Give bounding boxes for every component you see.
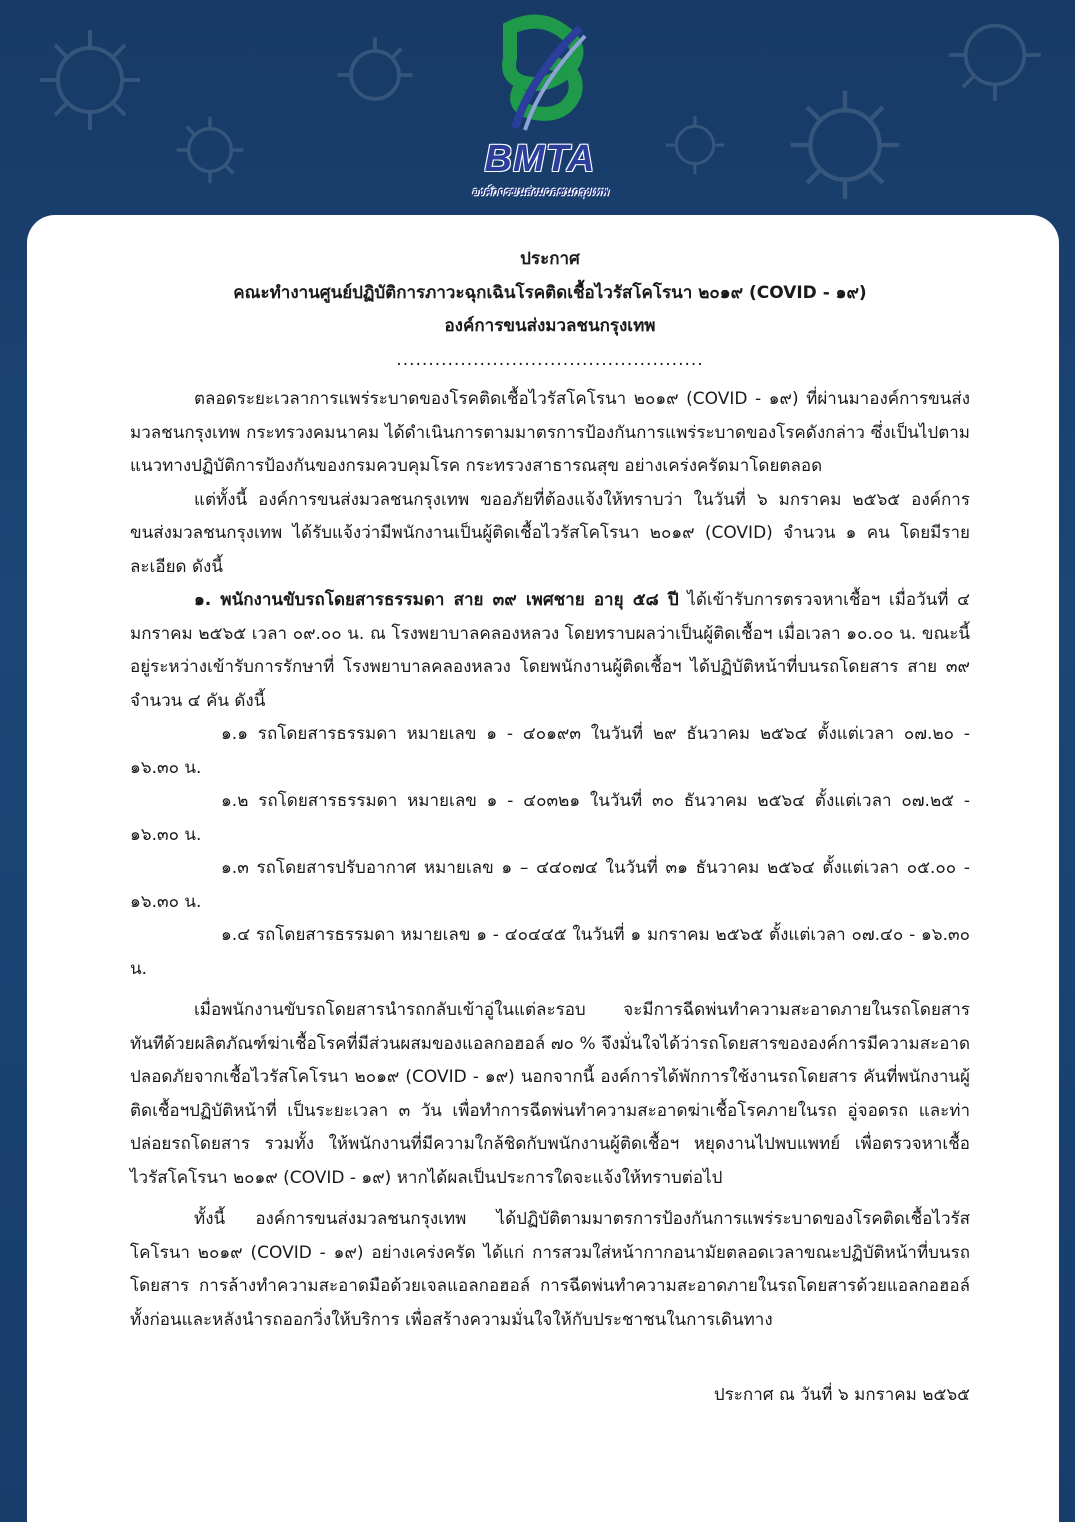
virus-decoration-icon: [940, 0, 1050, 110]
logo-brand-text: BMTA: [484, 138, 596, 180]
logo-subtitle: องค์การขนส่งมวลชนกรุงเทพ: [471, 185, 609, 198]
committee-title: คณะทำงานศูนย์ปฏิบัติการภาวะฉุกเฉินโรคติดเชื้อไวรัสโคโรนา ๒๐๑๙ (COVID - ๑๙): [233, 282, 867, 303]
virus-decoration-icon: [170, 110, 250, 190]
case-description: ได้เข้ารับการตรวจหาเชื้อฯ เมื่อวันที่ ๔ มกราคม ๒๕๖๕ เวลา ๐๙.๐๐ น. ณ โรงพยาบาลคลองหลวง โดยทราบผลว่าเป็นผู้ติดเชื้อฯ เมื่อเวลา ๑๐.๐๐ น. ขณะนี้อยู่ระหว่างเข้ารับการรักษาที่ โรงพยาบาลคลองหลวง โดยพนักงานผู้ติดเชื้อฯ ได้ปฏิบัติหน้าที่บนรถโดยสาร สาย ๓๙ จำนวน ๔ คัน ดังนี้: [130, 590, 971, 711]
paragraph-notice: แต่ทั้งนี้ องค์การขนส่งมวลชนกรุงเทพ ขออภัยที่ต้องแจ้งให้ทราบว่า ในวันที่ ๖ มกราคม ๒๕๖๕ องค์การขนส่งมวลชนกรุงเทพ ได้รับแจ้งว่ามีพนักงานเป็นผู้ติดเชื้อไวรัสโคโรนา ๒๐๑๙ (COVID) จำนวน ๑ คน โดยมีรายละเอียด ดังนี้: [130, 489, 970, 577]
virus-decoration-icon: [660, 110, 730, 180]
bmta-logo: [455, 8, 625, 198]
case-heading: ๑. พนักงานขับรถโดยสารธรรมดา สาย ๓๙ เพศชาย อายุ ๕๘ ปี: [194, 590, 679, 610]
announcement-date: ประกาศ ณ วันที่ ๖ มกราคม ๒๕๖๕: [713, 1385, 970, 1405]
virus-decoration-icon: [330, 30, 420, 120]
virus-decoration-icon: [30, 20, 150, 140]
announcement-heading: ประกาศ: [520, 249, 580, 269]
bus-item: ๑.๒ รถโดยสารธรรมดา หมายเลข ๑ - ๔๐๓๒๑ ในวันที่ ๓๐ ธันวาคม ๒๕๖๔ ตั้งแต่เวลา ๐๗.๒๕ - ๑๖.๓๐ น.: [130, 791, 970, 845]
bus-item: ๑.๔ รถโดยสารธรรมดา หมายเลข ๑ - ๔๐๔๔๕ ในวันที่ ๑ มกราคม ๒๕๖๕ ตั้งแต่เวลา ๐๗.๔๐ - ๑๖.๓๐ น.: [130, 925, 970, 979]
organization-title: องค์การขนส่งมวลชนกรุงเทพ: [444, 316, 656, 336]
bus-item: ๑.๓ รถโดยสารปรับอากาศ หมายเลข ๑ – ๔๔๐๗๔ ในวันที่ ๓๑ ธันวาคม ๒๕๖๔ ตั้งแต่เวลา ๐๕.๐๐ - ๑๖.๓๐ น.: [130, 858, 970, 912]
announcement-content: [130, 243, 970, 1413]
paragraph-cleaning-measures: เมื่อพนักงานขับรถโดยสารนำรถกลับเข้าอู่ในแต่ละรอบ จะมีการฉีดพ่นทำความสะอาดภายในรถโดยสารทันทีด้วยผลิตภัณฑ์ฆ่าเชื้อโรคที่มีส่วนผสมของแอลกอฮอล์ ๗๐ % จึงมั่นใจได้ว่ารถโดยสารขององค์การมีความสะอาด ปลอดภัยจากเชื้อไวรัสโคโรนา ๒๐๑๙ (COVID - ๑๙) นอกจากนี้ องค์การได้พักการใช้งานรถโดยสาร คันที่พนักงานผู้ติดเชื้อฯปฏิบัติหน้าที่ เป็นระยะเวลา ๓ วัน เพื่อทำการฉีดพ่นทำความสะอาดฆ่าเชื้อโรคภายในรถ อู่จอดรถ และท่าปล่อยรถโดยสาร รวมทั้ง ให้พนักงานที่มีความใกล้ชิดกับพนักงานผู้ติดเชื้อฯ หยุดงานไปพบแพทย์ เพื่อตรวจหาเชื้อไวรัสโคโรนา ๒๐๑๙ (COVID - ๑๙) หากได้ผลเป็นประการใดจะแจ้งให้ทราบต่อไป: [130, 1000, 970, 1188]
title-divider: ................................................: [396, 349, 704, 370]
paragraph-prevention-measures: ทั้งนี้ องค์การขนส่งมวลชนกรุงเทพ ได้ปฏิบัติตามมาตรการป้องกันการแพร่ระบาดของโรคติดเชื้อไวรัสโคโรนา ๒๐๑๙ (COVID - ๑๙) อย่างเคร่งครัด ได้แก่ การสวมใส่หน้ากากอนามัยตลอดเวลาขณะปฏิบัติหน้าที่บนรถโดยสาร การล้างทำความสะอาดมือด้วยเจลแอลกอฮอล์ การฉีดพ่นทำความสะอาดภายในรถโดยสารด้วยแอลกอฮอล์ ทั้งก่อนและหลังนำรถออกวิ่งให้บริการ เพื่อสร้างความมั่นใจให้กับประชาชนในการเดินทาง: [130, 1209, 970, 1330]
virus-decoration-icon: [780, 80, 910, 210]
bus-item: ๑.๑ รถโดยสารธรรมดา หมายเลข ๑ - ๔๐๑๙๓ ในวันที่ ๒๙ ธันวาคม ๒๕๖๔ ตั้งแต่เวลา ๐๗.๒๐ - ๑๖.๓๐ น.: [130, 724, 970, 778]
paragraph-case-detail: [130, 584, 970, 718]
announcement-card: [27, 215, 1059, 1522]
paragraph-background: ตลอดระยะเวลาการแพร่ระบาดของโรคติดเชื้อไวรัสโคโรนา ๒๐๑๙ (COVID - ๑๙) ที่ผ่านมาองค์การขนส่งมวลชนกรุงเทพ กระทรวงคมนาคม ได้ดำเนินการตามมาตรการป้องกันการแพร่ระบาดของโรคดังกล่าว ซึ่งเป็นไปตามแนวทางปฏิบัติการป้องกันของกรมควบคุมโรค กระทรวงสาธารณสุข อย่างเคร่งครัดมาโดยตลอด: [130, 389, 970, 476]
bmta-emblem-icon: [455, 8, 625, 143]
